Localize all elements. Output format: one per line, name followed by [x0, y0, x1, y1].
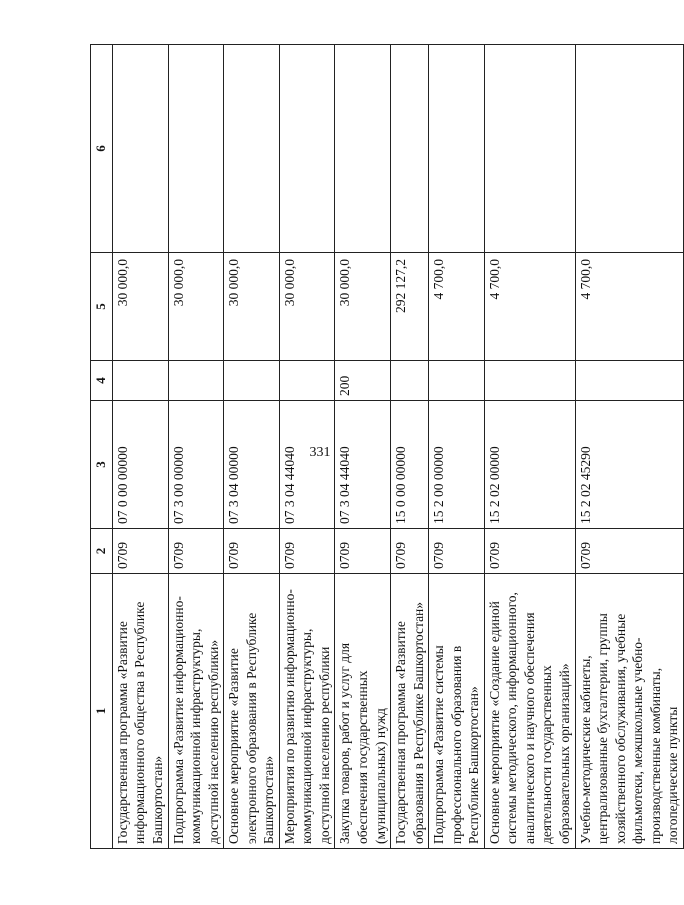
- row-col-6: [112, 45, 168, 253]
- header-col-3: 3: [91, 401, 113, 529]
- row-target-code: 07 3 04 44040: [279, 401, 335, 529]
- table-header-row: [91, 45, 113, 849]
- row-section: 0709: [575, 529, 683, 574]
- row-amount: 4 700,0: [484, 253, 575, 361]
- header-col-6: 6: [91, 45, 113, 253]
- table-row: [429, 45, 485, 849]
- row-section: 0709: [112, 529, 168, 574]
- row-col-6: [335, 45, 391, 253]
- row-col-6: [484, 45, 575, 253]
- row-col-6: [168, 45, 224, 253]
- table-wrapper: [90, 45, 681, 849]
- table-row: [168, 45, 224, 849]
- row-section: 0709: [168, 529, 224, 574]
- row-col-6: [279, 45, 335, 253]
- row-amount: 30 000,0: [335, 253, 391, 361]
- row-expense-type: [112, 361, 168, 401]
- row-name: Подпрограмма «Развитие системы профессионального образования в Республике Башкортостан»: [429, 574, 485, 849]
- header-col-4: 4: [91, 361, 113, 401]
- row-target-code: 15 0 00 00000: [391, 401, 429, 529]
- row-col-6: [575, 45, 683, 253]
- header-col-2: 2: [91, 529, 113, 574]
- table-row: [391, 45, 429, 849]
- rotated-table-frame: [90, 45, 681, 849]
- table-row: [484, 45, 575, 849]
- header-col-5: 5: [91, 253, 113, 361]
- row-target-code: 15 2 02 00000: [484, 401, 575, 529]
- table-row: [224, 45, 280, 849]
- row-col-6: [224, 45, 280, 253]
- row-expense-type: [484, 361, 575, 401]
- row-amount: 30 000,0: [112, 253, 168, 361]
- row-target-code: 07 3 04 00000: [224, 401, 280, 529]
- row-name: Мероприятия по развитию информационно-коммуникационной инфраструктуры, доступной населению республики: [279, 574, 335, 849]
- row-section: 0709: [335, 529, 391, 574]
- row-name: Учебно-методические кабинеты, централизованные бухгалтерии, группы хозяйственного обслуживания, учебные фильмотеки, межшкольные учебно-производственные комбинаты, логопедические пункты: [575, 574, 683, 849]
- table-row: [112, 45, 168, 849]
- row-amount: 30 000,0: [168, 253, 224, 361]
- table-row: [335, 45, 391, 849]
- row-amount: 30 000,0: [279, 253, 335, 361]
- row-col-6: [391, 45, 429, 253]
- row-name: Закупка товаров, работ и услуг для обеспечения государственных (муниципальных) нужд: [335, 574, 391, 849]
- row-amount: 4 700,0: [575, 253, 683, 361]
- row-amount: 292 127,2: [391, 253, 429, 361]
- row-section: 0709: [429, 529, 485, 574]
- row-name: Государственная программа «Развитие образования в Республике Башкортостан»: [391, 574, 429, 849]
- row-name: Государственная программа «Развитие информационного общества в Республике Башкортостан»: [112, 574, 168, 849]
- row-name: Подпрограмма «Развитие информационно-коммуникационной инфраструктуры, доступной населению республики»: [168, 574, 224, 849]
- row-section: 0709: [279, 529, 335, 574]
- row-target-code: 07 0 00 00000: [112, 401, 168, 529]
- row-name: Основное мероприятие «Создание единой системы методического, информационного, аналитического и научного обеспечения деятельности государственных образовательных организаций»: [484, 574, 575, 849]
- row-expense-type: [429, 361, 485, 401]
- table-row: [279, 45, 335, 849]
- row-section: 0709: [391, 529, 429, 574]
- row-expense-type: 200: [335, 361, 391, 401]
- row-expense-type: [224, 361, 280, 401]
- row-target-code: 15 2 00 00000: [429, 401, 485, 529]
- row-col-6: [429, 45, 485, 253]
- budget-table: [90, 44, 684, 849]
- row-section: 0709: [484, 529, 575, 574]
- table-row: [575, 45, 683, 849]
- row-target-code: 07 3 04 44040: [335, 401, 391, 529]
- row-expense-type: [575, 361, 683, 401]
- row-target-code: 15 2 02 45290: [575, 401, 683, 529]
- row-amount: 30 000,0: [224, 253, 280, 361]
- page-number: 331: [309, 445, 331, 460]
- row-section: 0709: [224, 529, 280, 574]
- row-amount: 4 700,0: [429, 253, 485, 361]
- row-expense-type: [391, 361, 429, 401]
- row-expense-type: [279, 361, 335, 401]
- row-expense-type: [168, 361, 224, 401]
- header-col-1: 1: [91, 574, 113, 849]
- row-target-code: 07 3 00 00000: [168, 401, 224, 529]
- row-name: Основное мероприятие «Развитие электронного образования в Республике Башкортостан»: [224, 574, 280, 849]
